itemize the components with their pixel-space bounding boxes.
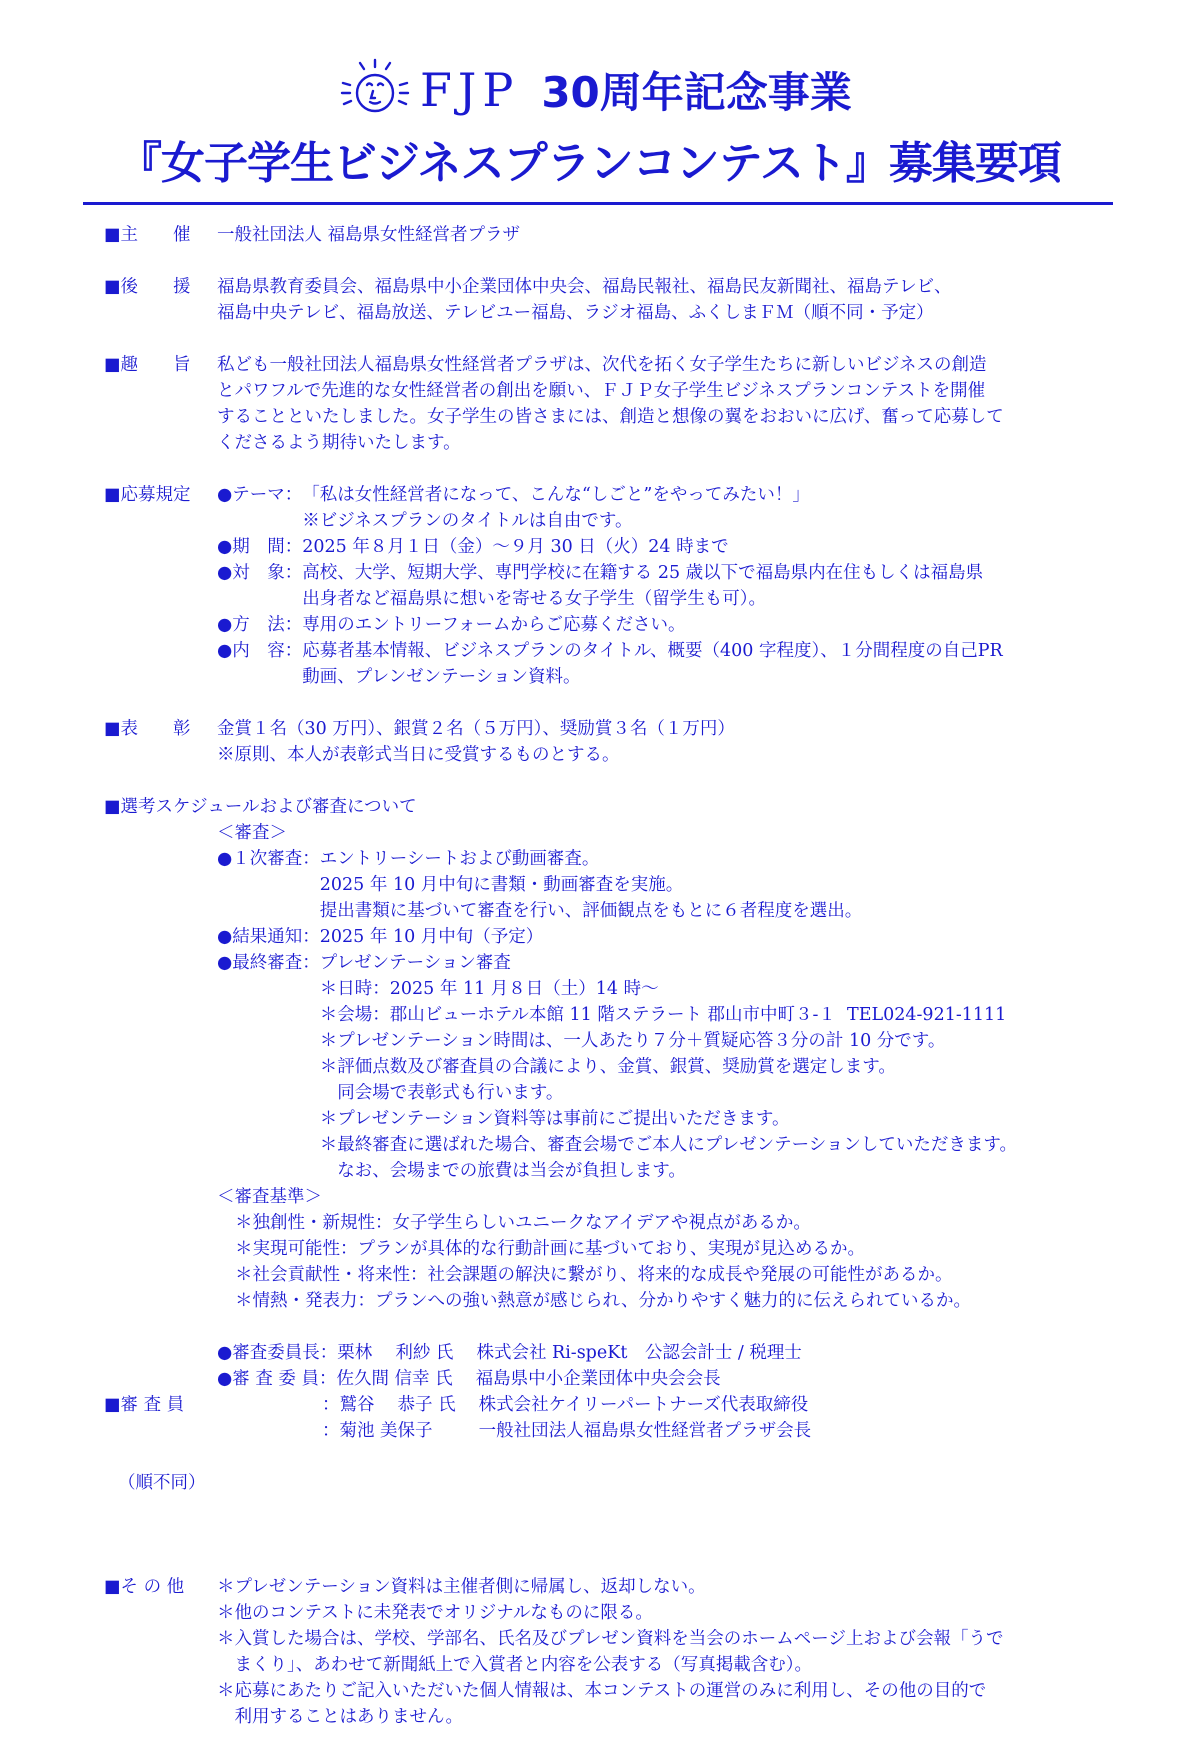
section-other: [104, 1574, 1124, 1730]
judge-row: ：菊池 美保子 一般社団法人福島県女性経営者プラザ会長: [217, 1421, 812, 1441]
page-title: 『女子学生ビジネスプランコンテスト』募集要項: [118, 138, 1061, 189]
other-line: ＊入賞した場合は、学校、学部名、氏名及びプレゼン資料を当会のホームページ上および会報「うで: [217, 1629, 1004, 1649]
final-note: ＊会場：郡山ビューホテル本館 11 階ステラート 郡山市中町３-１ TEL024-921-1111: [319, 1005, 1007, 1025]
section-label: [104, 1340, 217, 1548]
section-label: ■趣 旨: [104, 355, 191, 375]
purpose-line: 私ども一般社団法人福島県女性経営者プラザは、次代を拓く女子学生たちに新しいビジネスの創造: [217, 355, 987, 375]
other-line: ＊プレゼンテーション資料は主催者側に帰属し、返却しない。: [217, 1577, 706, 1597]
section-award: [104, 716, 1124, 768]
title-row: [340, 55, 852, 125]
section-label: ■そ の 他: [104, 1577, 185, 1597]
purpose-line: とパワフルで先進的な女性経営者の創出を願い、ＦＪＰ女子学生ビジネスプランコンテストを開催: [217, 381, 986, 401]
section-support: [104, 274, 1124, 326]
schedule-line: エントリーシートおよび動画審査。: [319, 849, 600, 869]
logo-text: FJP: [420, 63, 520, 117]
criteria-item: ＊社会貢献性・将来性：社会課題の解決に繋がり、将来的な成長や発展の可能性があるか。: [235, 1265, 953, 1285]
rule-head: ●方 法：: [217, 615, 303, 635]
rule-theme: [217, 482, 1124, 534]
rule-line: 高校、大学、短期大学、専門学校に在籍する 25 歳以下で福島県内在住もしくは福島県: [302, 563, 984, 583]
criteria-item: ＊独創性・新規性：女子学生らしいユニークなアイデアや視点があるか。: [235, 1213, 811, 1233]
final-note: ＊日時：2025 年 11 月８日（土）14 時～: [319, 979, 659, 999]
other-line: ＊応募にあたりご記入いただいた個人情報は、本コンテストの運営のみに利用し、その他の目的で: [217, 1681, 987, 1701]
award-line: 金賞１名（30 万円）、銀賞２名（５万円）、奨励賞３名（１万円）: [217, 719, 735, 739]
rule-target: [217, 560, 1124, 612]
schedule-head: ●最終審査：: [217, 953, 320, 973]
schedule-line: 提出書類に基づいて審査を行い、評価観点をもとに６者程度を選出。: [319, 901, 863, 921]
final-note: ＊プレゼンテーション時間は、一人あたり７分＋質疑応答３分の計 10 分です。: [319, 1031, 946, 1051]
award-line: ※原則、本人が表彰式当日に受賞するものとする。: [217, 745, 620, 765]
rule-content: [217, 638, 1124, 690]
section-label: ■主 催: [104, 225, 191, 245]
section-label: ■表 彰: [104, 719, 191, 739]
rule-line: 応募者基本情報、ビジネスプランのタイトル、概要（400 字程度）、１分間程度の自己PR: [302, 641, 1003, 661]
judge-row: ●審査委員長：栗林 利紗 氏 株式会社 Ri-speKt 公認会計士 / 税理士: [217, 1343, 802, 1363]
organizer-text: 一般社団法人 福島県女性経営者プラザ: [217, 225, 521, 245]
purpose-line: することといたしました。女子学生の皆さまには、創造と想像の翼をおおいに広げ、奮って応募して: [217, 407, 1004, 427]
other-line: まくり」、あわせて新聞紙上で入賞者と内容を公表する（写真掲載含む）。: [217, 1655, 812, 1675]
final-note: ＊プレゼンテーション資料等は事前にご提出いただきます。: [319, 1109, 790, 1129]
criteria-heading: ＜審査基準＞: [217, 1187, 322, 1207]
judges-sublabel: （順不同）: [118, 1473, 206, 1493]
main-content: [104, 222, 1124, 1756]
criteria-item: ＊情熱・発表力：プランへの強い熱意が感じられ、分かりやすく魅力的に伝えられているか。: [235, 1291, 972, 1311]
header-divider: [83, 202, 1113, 205]
final-review: [217, 950, 1124, 1184]
other-line: 利用することはありません。: [217, 1707, 464, 1727]
judge-row: ：鷲谷 恭子 氏 株式会社ケイリーパートナーズ代表取締役: [217, 1395, 809, 1415]
rule-head: ●内 容：: [217, 641, 303, 661]
schedule-head: ●１次審査：: [217, 849, 320, 869]
section-label: ■応募規定: [104, 485, 191, 505]
schedule-line: 2025 年 10 月中旬に書類・動画審査を実施。: [319, 875, 684, 895]
judges-label: ■審 査 員: [104, 1395, 185, 1415]
other-line: ＊他のコンテストに未発表でオリジナルなものに限る。: [217, 1603, 653, 1623]
schedule-line: プレゼンテーション審査: [319, 953, 511, 973]
rule-line: 専用のエントリーフォームからご応募ください。: [302, 615, 686, 635]
rule-head: ●期 間：: [217, 537, 303, 557]
final-note: ＊評価点数及び審査員の合議により、金賞、銀賞、奨励賞を選定します。: [319, 1057, 896, 1077]
final-note: なお、会場までの旅費は当会が負担します。: [319, 1161, 686, 1181]
result-notice: [217, 924, 1124, 950]
rule-method: [217, 612, 1124, 638]
rule-line: 出身者など福島県に想いを寄せる女子学生（留学生も可）。: [302, 589, 767, 609]
review-heading: ＜審査＞: [217, 823, 287, 843]
final-note: 同会場で表彰式も行います。: [319, 1083, 564, 1103]
schedule-line: 2025 年 10 月中旬（予定）: [319, 927, 544, 947]
section-schedule: [104, 794, 1124, 1314]
support-line: 福島県教育委員会、福島県中小企業団体中央会、福島民報社、福島民友新聞社、福島テレビ、: [217, 277, 952, 297]
section-purpose: [104, 352, 1124, 456]
section-rules: [104, 482, 1124, 690]
rule-line: 2025 年８月１日（金）～９月 30 日（火）24 時まで: [302, 537, 729, 557]
purpose-line: くださるよう期待いたします。: [217, 433, 461, 453]
logo-face-icon: [340, 55, 410, 125]
first-review: [217, 846, 1124, 924]
final-note: ＊最終審査に選ばれた場合、審査会場でご本人にプレゼンテーションしていただきます。: [319, 1135, 1017, 1155]
anniversary-title: 30周年記念事業: [541, 68, 852, 117]
rule-head: ●テーマ：: [217, 485, 303, 505]
rule-line: 「私は女性経営者になって、こんな“しごと”をやってみたい！」: [302, 485, 810, 505]
rule-line: ※ビジネスプランのタイトルは自由です。: [302, 511, 633, 531]
rule-period: [217, 534, 1124, 560]
section-label: ■後 援: [104, 277, 191, 297]
rule-head: ●対 象：: [217, 563, 303, 583]
section-label: ■選考スケジュールおよび審査について: [104, 797, 417, 817]
support-line: 福島中央テレビ、福島放送、テレビユー福島、ラジオ福島、ふくしまＦＭ（順不同・予定）: [217, 303, 934, 323]
criteria-item: ＊実現可能性：プランが具体的な行動計画に基づいており、実現が見込めるか。: [235, 1239, 865, 1259]
rule-line: 動画、プレンゼンテーション資料。: [302, 667, 581, 687]
section-organizer: [104, 222, 1124, 248]
judge-row: ●審 査 委 員：佐久間 信幸 氏 福島県中小企業団体中央会会長: [217, 1369, 721, 1389]
section-judges: [104, 1340, 1124, 1548]
schedule-head: ●結果通知：: [217, 927, 320, 947]
